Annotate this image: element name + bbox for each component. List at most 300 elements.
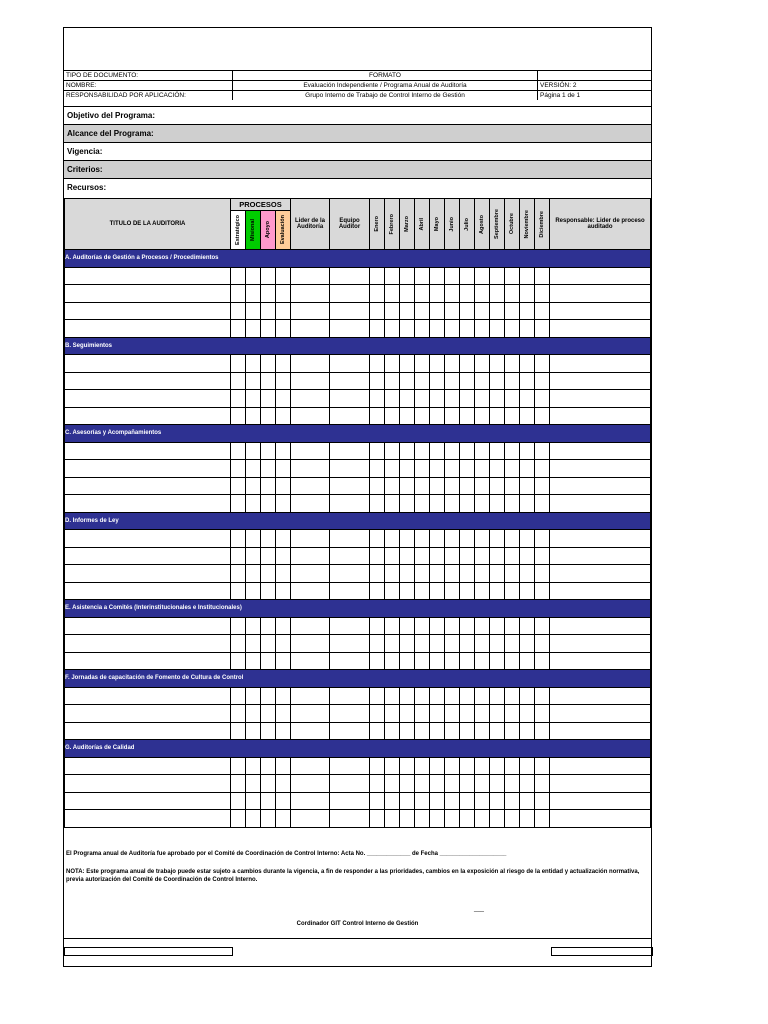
table-cell[interactable] — [415, 302, 430, 320]
table-cell[interactable] — [65, 547, 231, 565]
table-cell[interactable] — [400, 285, 415, 303]
table-cell[interactable] — [505, 390, 520, 408]
table-cell[interactable] — [276, 547, 291, 565]
table-cell[interactable] — [445, 267, 460, 285]
table-cell[interactable] — [535, 687, 550, 705]
table-cell[interactable] — [490, 460, 505, 478]
table-cell[interactable] — [475, 547, 490, 565]
table-cell[interactable] — [535, 320, 550, 338]
table-cell[interactable] — [535, 652, 550, 670]
table-cell[interactable] — [475, 495, 490, 513]
table-cell[interactable] — [445, 757, 460, 775]
table-cell[interactable] — [246, 285, 261, 303]
table-cell[interactable] — [65, 390, 231, 408]
table-cell[interactable] — [291, 302, 330, 320]
table-cell[interactable] — [505, 635, 520, 653]
table-cell[interactable] — [370, 652, 385, 670]
table-cell[interactable] — [520, 495, 535, 513]
table-cell[interactable] — [490, 792, 505, 810]
table-cell[interactable] — [415, 477, 430, 495]
table-cell[interactable] — [400, 530, 415, 548]
table-cell[interactable] — [445, 775, 460, 793]
table-cell[interactable] — [445, 547, 460, 565]
table-cell[interactable] — [400, 355, 415, 373]
table-cell[interactable] — [291, 355, 330, 373]
table-cell[interactable] — [370, 320, 385, 338]
table-cell[interactable] — [535, 617, 550, 635]
table-cell[interactable] — [475, 792, 490, 810]
table-cell[interactable] — [231, 757, 246, 775]
table-cell[interactable] — [415, 775, 430, 793]
table-cell[interactable] — [535, 460, 550, 478]
table-cell[interactable] — [276, 460, 291, 478]
table-cell[interactable] — [535, 705, 550, 723]
table-cell[interactable] — [246, 652, 261, 670]
table-cell[interactable] — [261, 495, 276, 513]
table-cell[interactable] — [460, 775, 475, 793]
table-cell[interactable] — [246, 355, 261, 373]
table-cell[interactable] — [475, 355, 490, 373]
table-cell[interactable] — [505, 495, 520, 513]
table-cell[interactable] — [400, 635, 415, 653]
table-cell[interactable] — [550, 617, 651, 635]
table-cell[interactable] — [291, 792, 330, 810]
table-cell[interactable] — [460, 285, 475, 303]
table-cell[interactable] — [430, 267, 445, 285]
table-cell[interactable] — [505, 477, 520, 495]
table-cell[interactable] — [490, 267, 505, 285]
table-cell[interactable] — [475, 530, 490, 548]
table-cell[interactable] — [550, 285, 651, 303]
table-cell[interactable] — [246, 372, 261, 390]
table-cell[interactable] — [291, 407, 330, 425]
table-cell[interactable] — [535, 810, 550, 828]
table-cell[interactable] — [550, 407, 651, 425]
table-cell[interactable] — [261, 390, 276, 408]
table-cell[interactable] — [505, 722, 520, 740]
table-cell[interactable] — [370, 407, 385, 425]
table-cell[interactable] — [400, 390, 415, 408]
table-cell[interactable] — [400, 442, 415, 460]
table-cell[interactable] — [276, 775, 291, 793]
table-cell[interactable] — [550, 477, 651, 495]
table-cell[interactable] — [415, 530, 430, 548]
table-cell[interactable] — [475, 477, 490, 495]
table-cell[interactable] — [460, 372, 475, 390]
table-cell[interactable] — [415, 810, 430, 828]
table-cell[interactable] — [400, 320, 415, 338]
table-cell[interactable] — [475, 617, 490, 635]
table-cell[interactable] — [291, 810, 330, 828]
table-cell[interactable] — [550, 722, 651, 740]
table-cell[interactable] — [475, 722, 490, 740]
table-cell[interactable] — [385, 460, 400, 478]
table-cell[interactable] — [535, 477, 550, 495]
table-cell[interactable] — [460, 810, 475, 828]
table-cell[interactable] — [385, 617, 400, 635]
table-cell[interactable] — [430, 582, 445, 600]
table-cell[interactable] — [291, 635, 330, 653]
table-cell[interactable] — [460, 792, 475, 810]
table-cell[interactable] — [490, 390, 505, 408]
table-cell[interactable] — [246, 477, 261, 495]
table-cell[interactable] — [330, 582, 370, 600]
table-cell[interactable] — [400, 407, 415, 425]
table-cell[interactable] — [490, 495, 505, 513]
table-cell[interactable] — [490, 477, 505, 495]
table-cell[interactable] — [460, 635, 475, 653]
table-cell[interactable] — [490, 565, 505, 583]
table-cell[interactable] — [385, 372, 400, 390]
table-cell[interactable] — [520, 442, 535, 460]
table-cell[interactable] — [535, 722, 550, 740]
table-cell[interactable] — [520, 635, 535, 653]
table-cell[interactable] — [415, 582, 430, 600]
table-cell[interactable] — [415, 407, 430, 425]
table-cell[interactable] — [370, 722, 385, 740]
table-cell[interactable] — [550, 302, 651, 320]
table-cell[interactable] — [430, 372, 445, 390]
table-cell[interactable] — [261, 757, 276, 775]
table-cell[interactable] — [330, 302, 370, 320]
table-cell[interactable] — [415, 617, 430, 635]
table-cell[interactable] — [400, 757, 415, 775]
table-cell[interactable] — [490, 442, 505, 460]
table-cell[interactable] — [246, 635, 261, 653]
table-cell[interactable] — [231, 565, 246, 583]
table-cell[interactable] — [370, 687, 385, 705]
table-cell[interactable] — [246, 705, 261, 723]
table-cell[interactable] — [475, 372, 490, 390]
table-cell[interactable] — [490, 617, 505, 635]
table-cell[interactable] — [460, 530, 475, 548]
table-cell[interactable] — [505, 407, 520, 425]
table-cell[interactable] — [445, 635, 460, 653]
table-cell[interactable] — [505, 530, 520, 548]
table-cell[interactable] — [400, 582, 415, 600]
table-cell[interactable] — [246, 407, 261, 425]
table-cell[interactable] — [415, 460, 430, 478]
table-cell[interactable] — [231, 407, 246, 425]
table-cell[interactable] — [430, 687, 445, 705]
table-cell[interactable] — [231, 355, 246, 373]
table-cell[interactable] — [415, 390, 430, 408]
table-cell[interactable] — [400, 565, 415, 583]
table-cell[interactable] — [430, 635, 445, 653]
table-cell[interactable] — [475, 390, 490, 408]
table-cell[interactable] — [330, 407, 370, 425]
table-cell[interactable] — [505, 687, 520, 705]
table-cell[interactable] — [385, 582, 400, 600]
table-cell[interactable] — [415, 495, 430, 513]
table-cell[interactable] — [261, 407, 276, 425]
table-cell[interactable] — [231, 477, 246, 495]
table-cell[interactable] — [231, 810, 246, 828]
table-cell[interactable] — [385, 687, 400, 705]
table-cell[interactable] — [490, 355, 505, 373]
table-cell[interactable] — [65, 267, 231, 285]
table-cell[interactable] — [475, 582, 490, 600]
table-cell[interactable] — [415, 267, 430, 285]
table-cell[interactable] — [460, 267, 475, 285]
table-cell[interactable] — [460, 442, 475, 460]
table-cell[interactable] — [246, 617, 261, 635]
table-cell[interactable] — [291, 530, 330, 548]
table-cell[interactable] — [261, 442, 276, 460]
table-cell[interactable] — [505, 792, 520, 810]
table-cell[interactable] — [550, 652, 651, 670]
table-cell[interactable] — [246, 810, 261, 828]
table-cell[interactable] — [550, 757, 651, 775]
table-cell[interactable] — [65, 722, 231, 740]
table-cell[interactable] — [520, 582, 535, 600]
table-cell[interactable] — [370, 355, 385, 373]
table-cell[interactable] — [550, 442, 651, 460]
table-cell[interactable] — [246, 267, 261, 285]
table-cell[interactable] — [246, 722, 261, 740]
table-cell[interactable] — [520, 547, 535, 565]
table-cell[interactable] — [535, 442, 550, 460]
table-cell[interactable] — [330, 390, 370, 408]
table-cell[interactable] — [291, 652, 330, 670]
table-cell[interactable] — [520, 355, 535, 373]
table-cell[interactable] — [276, 372, 291, 390]
table-cell[interactable] — [550, 792, 651, 810]
table-cell[interactable] — [430, 652, 445, 670]
table-cell[interactable] — [65, 687, 231, 705]
table-cell[interactable] — [535, 582, 550, 600]
table-cell[interactable] — [370, 792, 385, 810]
table-cell[interactable] — [231, 302, 246, 320]
table-cell[interactable] — [475, 442, 490, 460]
table-cell[interactable] — [385, 355, 400, 373]
table-cell[interactable] — [330, 565, 370, 583]
table-cell[interactable] — [65, 617, 231, 635]
table-cell[interactable] — [246, 565, 261, 583]
table-cell[interactable] — [415, 320, 430, 338]
table-cell[interactable] — [445, 460, 460, 478]
table-cell[interactable] — [430, 460, 445, 478]
table-cell[interactable] — [490, 547, 505, 565]
table-cell[interactable] — [445, 652, 460, 670]
table-cell[interactable] — [445, 687, 460, 705]
table-cell[interactable] — [291, 477, 330, 495]
table-cell[interactable] — [535, 372, 550, 390]
table-cell[interactable] — [370, 705, 385, 723]
table-cell[interactable] — [505, 372, 520, 390]
table-cell[interactable] — [370, 635, 385, 653]
table-cell[interactable] — [430, 302, 445, 320]
table-cell[interactable] — [330, 442, 370, 460]
table-cell[interactable] — [505, 565, 520, 583]
table-cell[interactable] — [330, 705, 370, 723]
table-cell[interactable] — [505, 460, 520, 478]
table-cell[interactable] — [65, 757, 231, 775]
table-cell[interactable] — [330, 775, 370, 793]
table-cell[interactable] — [65, 442, 231, 460]
table-cell[interactable] — [415, 547, 430, 565]
table-cell[interactable] — [400, 687, 415, 705]
table-cell[interactable] — [370, 372, 385, 390]
table-cell[interactable] — [520, 792, 535, 810]
table-cell[interactable] — [520, 565, 535, 583]
table-cell[interactable] — [276, 477, 291, 495]
table-cell[interactable] — [261, 285, 276, 303]
table-cell[interactable] — [65, 477, 231, 495]
table-cell[interactable] — [430, 775, 445, 793]
table-cell[interactable] — [490, 285, 505, 303]
table-cell[interactable] — [276, 390, 291, 408]
table-cell[interactable] — [430, 477, 445, 495]
table-cell[interactable] — [261, 530, 276, 548]
table-cell[interactable] — [490, 652, 505, 670]
table-cell[interactable] — [535, 407, 550, 425]
table-cell[interactable] — [246, 757, 261, 775]
table-cell[interactable] — [291, 775, 330, 793]
table-cell[interactable] — [291, 285, 330, 303]
table-cell[interactable] — [370, 302, 385, 320]
table-cell[interactable] — [276, 267, 291, 285]
table-cell[interactable] — [276, 285, 291, 303]
table-cell[interactable] — [520, 390, 535, 408]
table-cell[interactable] — [330, 617, 370, 635]
table-cell[interactable] — [231, 652, 246, 670]
table-cell[interactable] — [445, 705, 460, 723]
table-cell[interactable] — [460, 565, 475, 583]
table-cell[interactable] — [415, 442, 430, 460]
table-cell[interactable] — [261, 565, 276, 583]
table-cell[interactable] — [261, 635, 276, 653]
table-cell[interactable] — [490, 320, 505, 338]
table-cell[interactable] — [445, 355, 460, 373]
table-cell[interactable] — [246, 320, 261, 338]
table-cell[interactable] — [460, 617, 475, 635]
table-cell[interactable] — [415, 285, 430, 303]
table-cell[interactable] — [400, 617, 415, 635]
table-cell[interactable] — [385, 442, 400, 460]
table-cell[interactable] — [370, 547, 385, 565]
table-cell[interactable] — [400, 775, 415, 793]
table-cell[interactable] — [490, 687, 505, 705]
table-cell[interactable] — [505, 442, 520, 460]
table-cell[interactable] — [400, 705, 415, 723]
table-cell[interactable] — [231, 285, 246, 303]
table-cell[interactable] — [246, 460, 261, 478]
table-cell[interactable] — [535, 757, 550, 775]
table-cell[interactable] — [400, 460, 415, 478]
table-cell[interactable] — [385, 547, 400, 565]
table-cell[interactable] — [276, 582, 291, 600]
table-cell[interactable] — [415, 792, 430, 810]
table-cell[interactable] — [400, 722, 415, 740]
table-cell[interactable] — [231, 705, 246, 723]
table-cell[interactable] — [385, 705, 400, 723]
table-cell[interactable] — [535, 355, 550, 373]
table-cell[interactable] — [475, 775, 490, 793]
table-cell[interactable] — [400, 810, 415, 828]
table-cell[interactable] — [535, 530, 550, 548]
table-cell[interactable] — [246, 687, 261, 705]
table-cell[interactable] — [65, 407, 231, 425]
table-cell[interactable] — [385, 722, 400, 740]
table-cell[interactable] — [475, 302, 490, 320]
table-cell[interactable] — [520, 407, 535, 425]
table-cell[interactable] — [65, 355, 231, 373]
table-cell[interactable] — [505, 547, 520, 565]
table-cell[interactable] — [520, 530, 535, 548]
table-cell[interactable] — [370, 757, 385, 775]
table-cell[interactable] — [460, 582, 475, 600]
table-cell[interactable] — [330, 792, 370, 810]
table-cell[interactable] — [231, 460, 246, 478]
table-cell[interactable] — [385, 530, 400, 548]
table-cell[interactable] — [475, 810, 490, 828]
table-cell[interactable] — [261, 582, 276, 600]
table-cell[interactable] — [430, 442, 445, 460]
table-cell[interactable] — [430, 792, 445, 810]
table-cell[interactable] — [370, 810, 385, 828]
table-cell[interactable] — [520, 460, 535, 478]
table-cell[interactable] — [550, 320, 651, 338]
table-cell[interactable] — [550, 355, 651, 373]
table-cell[interactable] — [460, 705, 475, 723]
table-cell[interactable] — [261, 810, 276, 828]
table-cell[interactable] — [400, 267, 415, 285]
table-cell[interactable] — [505, 320, 520, 338]
table-cell[interactable] — [231, 722, 246, 740]
table-cell[interactable] — [400, 302, 415, 320]
table-cell[interactable] — [276, 495, 291, 513]
table-cell[interactable] — [291, 390, 330, 408]
table-cell[interactable] — [430, 530, 445, 548]
table-cell[interactable] — [415, 687, 430, 705]
table-cell[interactable] — [291, 582, 330, 600]
table-cell[interactable] — [475, 460, 490, 478]
table-cell[interactable] — [291, 320, 330, 338]
table-cell[interactable] — [276, 652, 291, 670]
table-cell[interactable] — [445, 530, 460, 548]
table-cell[interactable] — [330, 722, 370, 740]
table-cell[interactable] — [330, 320, 370, 338]
table-cell[interactable] — [65, 810, 231, 828]
table-cell[interactable] — [261, 705, 276, 723]
table-cell[interactable] — [291, 547, 330, 565]
table-cell[interactable] — [276, 320, 291, 338]
table-cell[interactable] — [65, 582, 231, 600]
table-cell[interactable] — [445, 722, 460, 740]
table-cell[interactable] — [370, 617, 385, 635]
table-cell[interactable] — [475, 635, 490, 653]
table-cell[interactable] — [430, 285, 445, 303]
table-cell[interactable] — [460, 722, 475, 740]
table-cell[interactable] — [330, 267, 370, 285]
table-cell[interactable] — [370, 477, 385, 495]
table-cell[interactable] — [276, 617, 291, 635]
table-cell[interactable] — [370, 442, 385, 460]
table-cell[interactable] — [261, 792, 276, 810]
table-cell[interactable] — [460, 390, 475, 408]
table-cell[interactable] — [291, 565, 330, 583]
table-cell[interactable] — [505, 267, 520, 285]
table-cell[interactable] — [520, 810, 535, 828]
table-cell[interactable] — [430, 810, 445, 828]
table-cell[interactable] — [330, 810, 370, 828]
table-cell[interactable] — [385, 775, 400, 793]
table-cell[interactable] — [550, 565, 651, 583]
table-cell[interactable] — [520, 477, 535, 495]
table-cell[interactable] — [535, 267, 550, 285]
table-cell[interactable] — [535, 635, 550, 653]
